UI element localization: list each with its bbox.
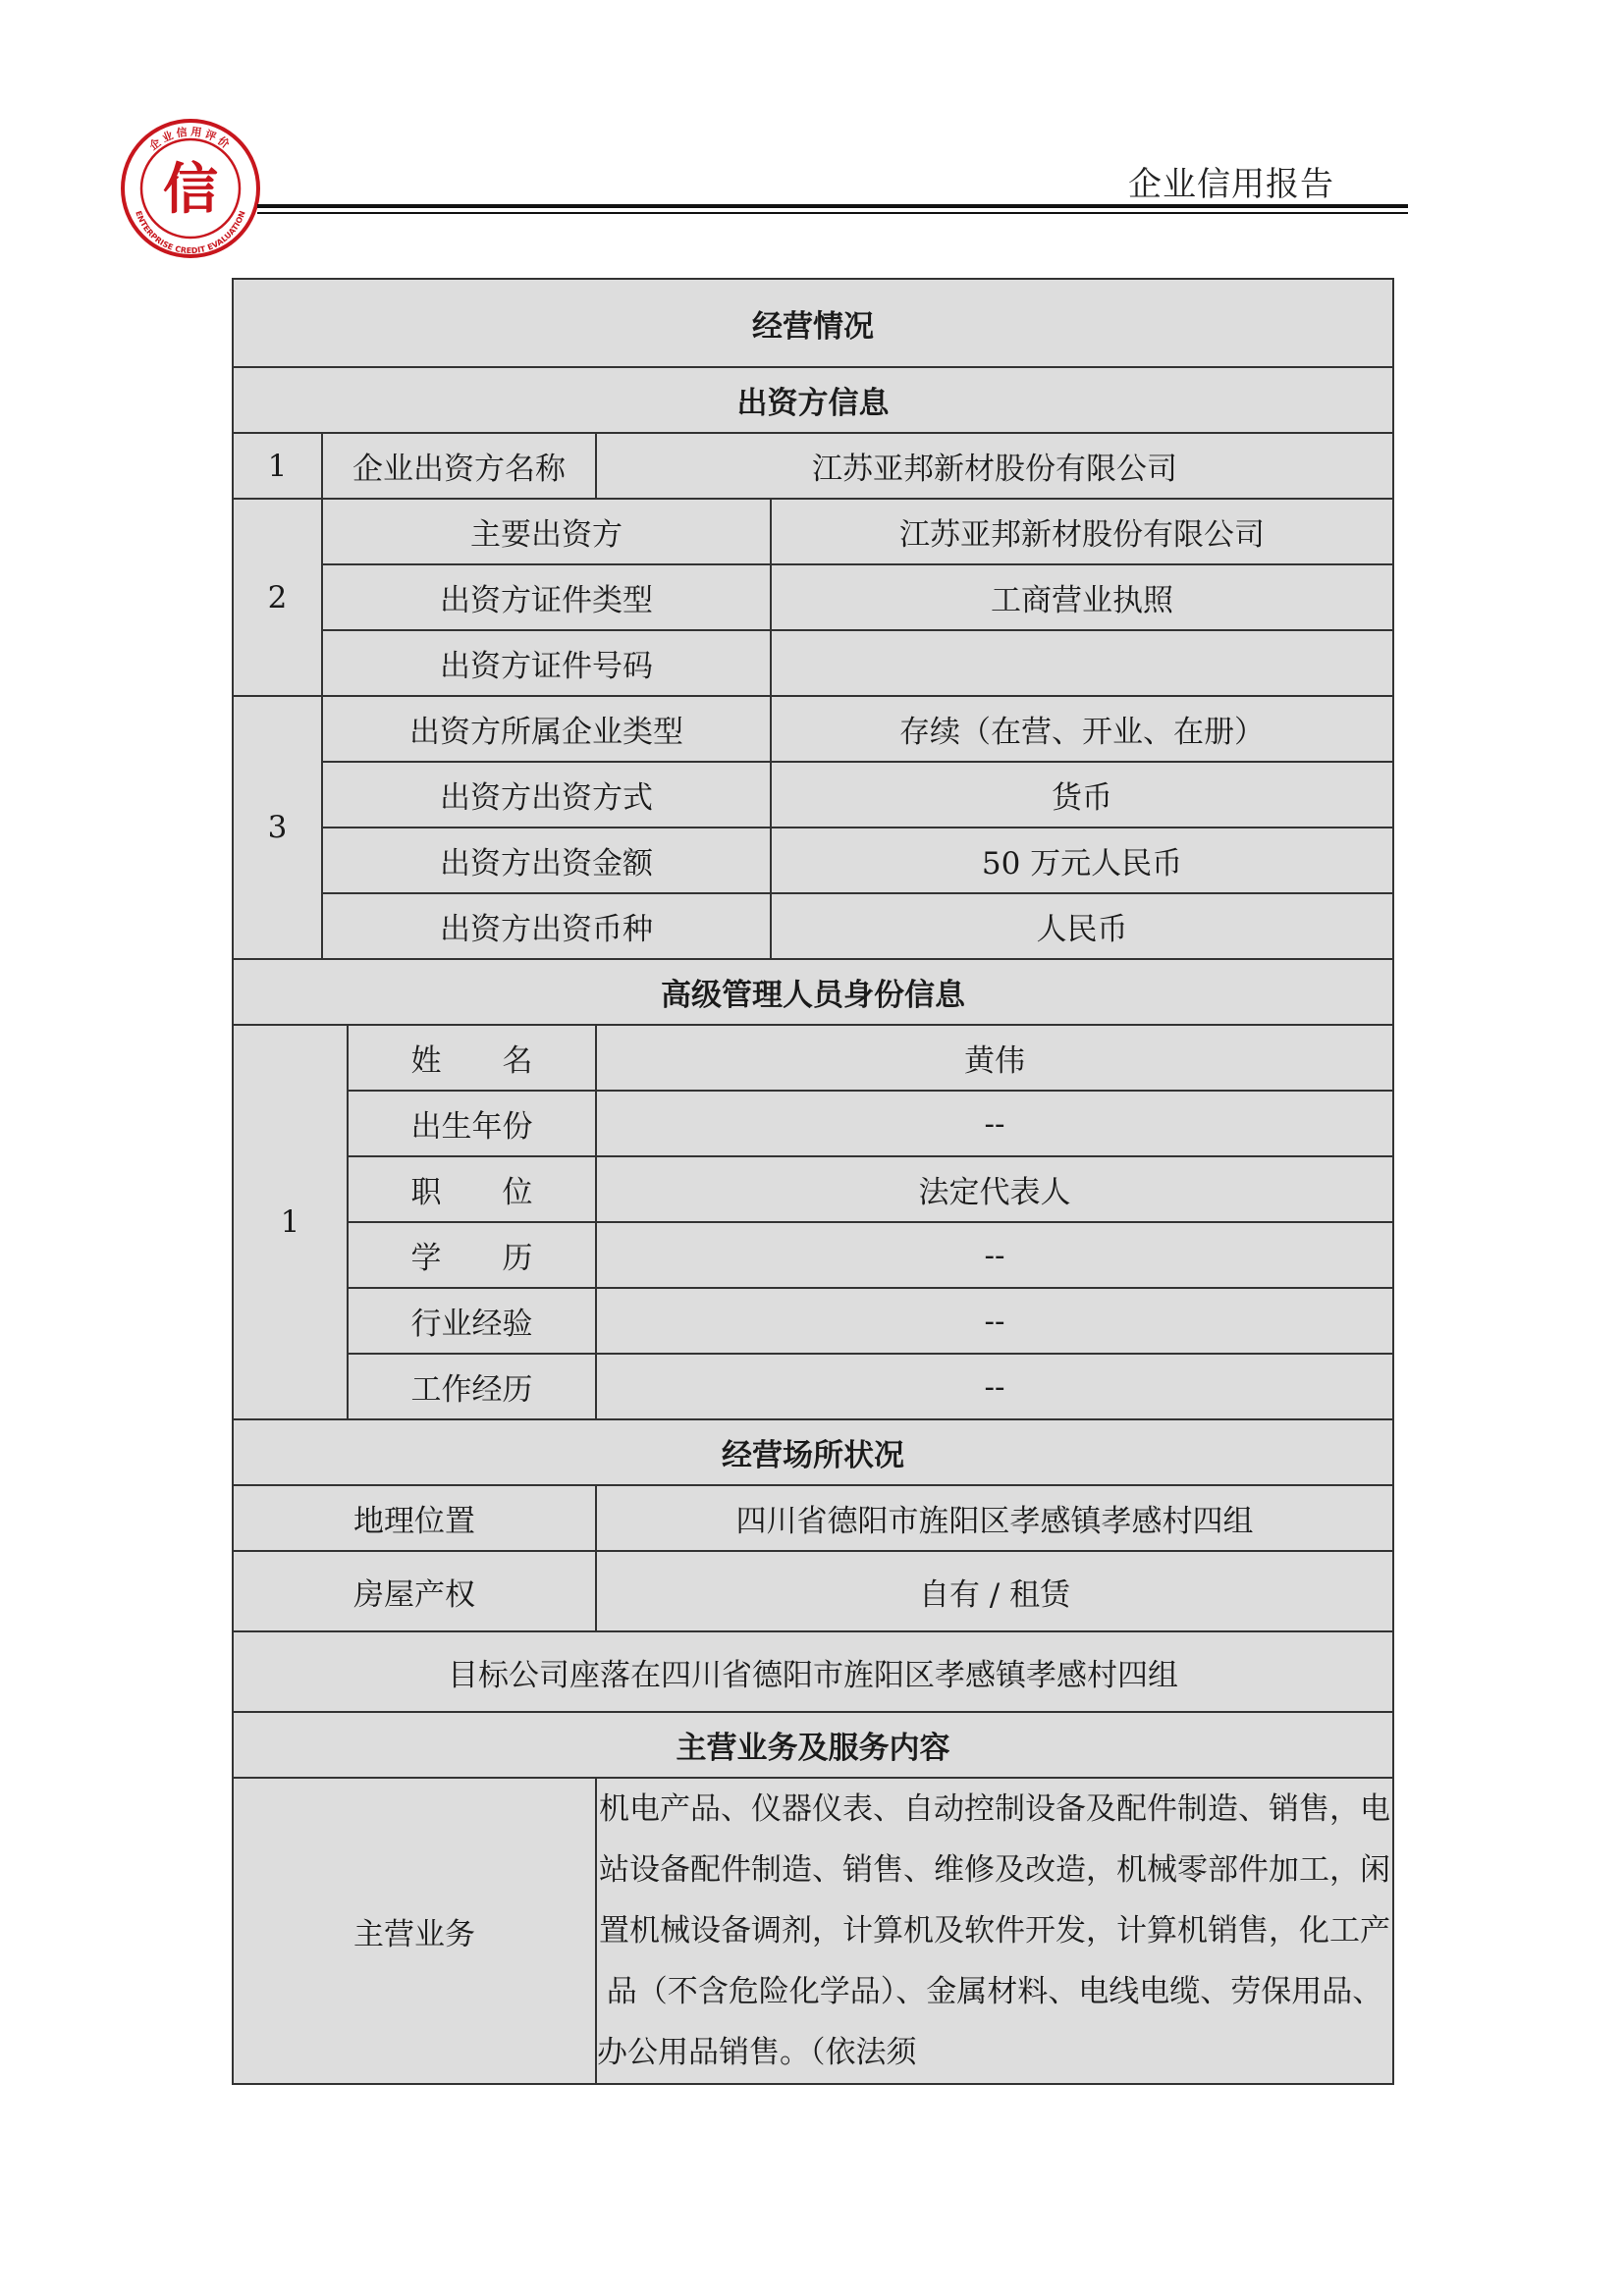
investor-id-type-value: 工商营业执照 (771, 564, 1393, 630)
main-business-text: 机电产品、仪器仪表、自动控制设备及配件制造、销售，电站设备配件制造、销售、维修及改造，机械零部件加工，闲置机械设备调剂，计算机及软件开发，计算机销售，化工产品（不含危险化学品）、金属材料、电线电缆、劳保用品、办公用品销售。（依法须 (596, 1778, 1393, 2084)
svg-text:信: 信 (163, 158, 218, 222)
manager-work-history-value: -- (596, 1354, 1393, 1419)
investor-row-1-no: 1 (233, 433, 322, 499)
investor-id-number-value (771, 630, 1393, 696)
location-label: 地理位置 (233, 1485, 596, 1551)
investment-amount-label: 出资方出资金额 (322, 828, 771, 893)
manager-work-history-label: 工作经历 (348, 1354, 596, 1419)
main-investor-value: 江苏亚邦新材股份有限公司 (771, 499, 1393, 564)
location-value: 四川省德阳市旌阳区孝感镇孝感村四组 (596, 1485, 1393, 1551)
report-title: 经营情况 (233, 279, 1393, 367)
investor-company-type-label: 出资方所属企业类型 (322, 696, 771, 762)
page-header (0, 0, 1624, 256)
investment-currency-label: 出资方出资币种 (322, 893, 771, 959)
property-rights-value: 自有 / 租赁 (596, 1551, 1393, 1631)
manager-birth-year-label: 出生年份 (348, 1091, 596, 1156)
svg-text:ENTERPRISE CREDIT EVALUATION: ENTERPRISE CREDIT EVALUATION (134, 209, 247, 256)
manager-name-value: 黄伟 (596, 1025, 1393, 1091)
header-rule-thin (257, 212, 1408, 214)
property-rights-label: 房屋产权 (233, 1551, 596, 1631)
investor-id-type-label: 出资方证件类型 (322, 564, 771, 630)
manager-birth-year-value: -- (596, 1091, 1393, 1156)
header-title: 企业信用报告 (1128, 165, 1334, 204)
premises-note: 目标公司座落在四川省德阳市旌阳区孝感镇孝感村四组 (233, 1631, 1393, 1712)
manager-education-label: 学 历 (348, 1222, 596, 1288)
main-business-label: 主营业务 (233, 1778, 596, 2084)
manager-industry-experience-value: -- (596, 1288, 1393, 1354)
premises-heading: 经营场所状况 (233, 1419, 1393, 1485)
manager-industry-experience-label: 行业经验 (348, 1288, 596, 1354)
manager-name-label: 姓 名 (348, 1025, 596, 1091)
investor-company-type-value: 存续（在营、开业、在册） (771, 696, 1393, 762)
svg-text:企业信用评价: 企业信用评价 (146, 125, 235, 153)
manager-education-value: -- (596, 1222, 1393, 1288)
investor-heading: 出资方信息 (233, 367, 1393, 433)
management-heading: 高级管理人员身份信息 (233, 959, 1393, 1025)
investment-currency-value: 人民币 (771, 893, 1393, 959)
investment-method-value: 货币 (771, 762, 1393, 828)
manager-position-value: 法定代表人 (596, 1156, 1393, 1222)
business-report-table (232, 278, 1392, 2085)
investor-name-label: 企业出资方名称 (322, 433, 596, 499)
investor-id-number-label: 出资方证件号码 (322, 630, 771, 696)
credit-seal-icon (120, 118, 261, 259)
investment-amount-value: 50 万元人民币 (771, 828, 1393, 893)
manager-position-label: 职 位 (348, 1156, 596, 1222)
main-investor-label: 主要出资方 (322, 499, 771, 564)
manager-no: 1 (233, 1025, 348, 1419)
header-rule-thick (257, 204, 1408, 208)
investment-method-label: 出资方出资方式 (322, 762, 771, 828)
investor-group-2-no: 2 (233, 499, 322, 696)
investor-name-value: 江苏亚邦新材股份有限公司 (596, 433, 1393, 499)
investor-group-3-no: 3 (233, 696, 322, 959)
business-heading: 主营业务及服务内容 (233, 1712, 1393, 1778)
